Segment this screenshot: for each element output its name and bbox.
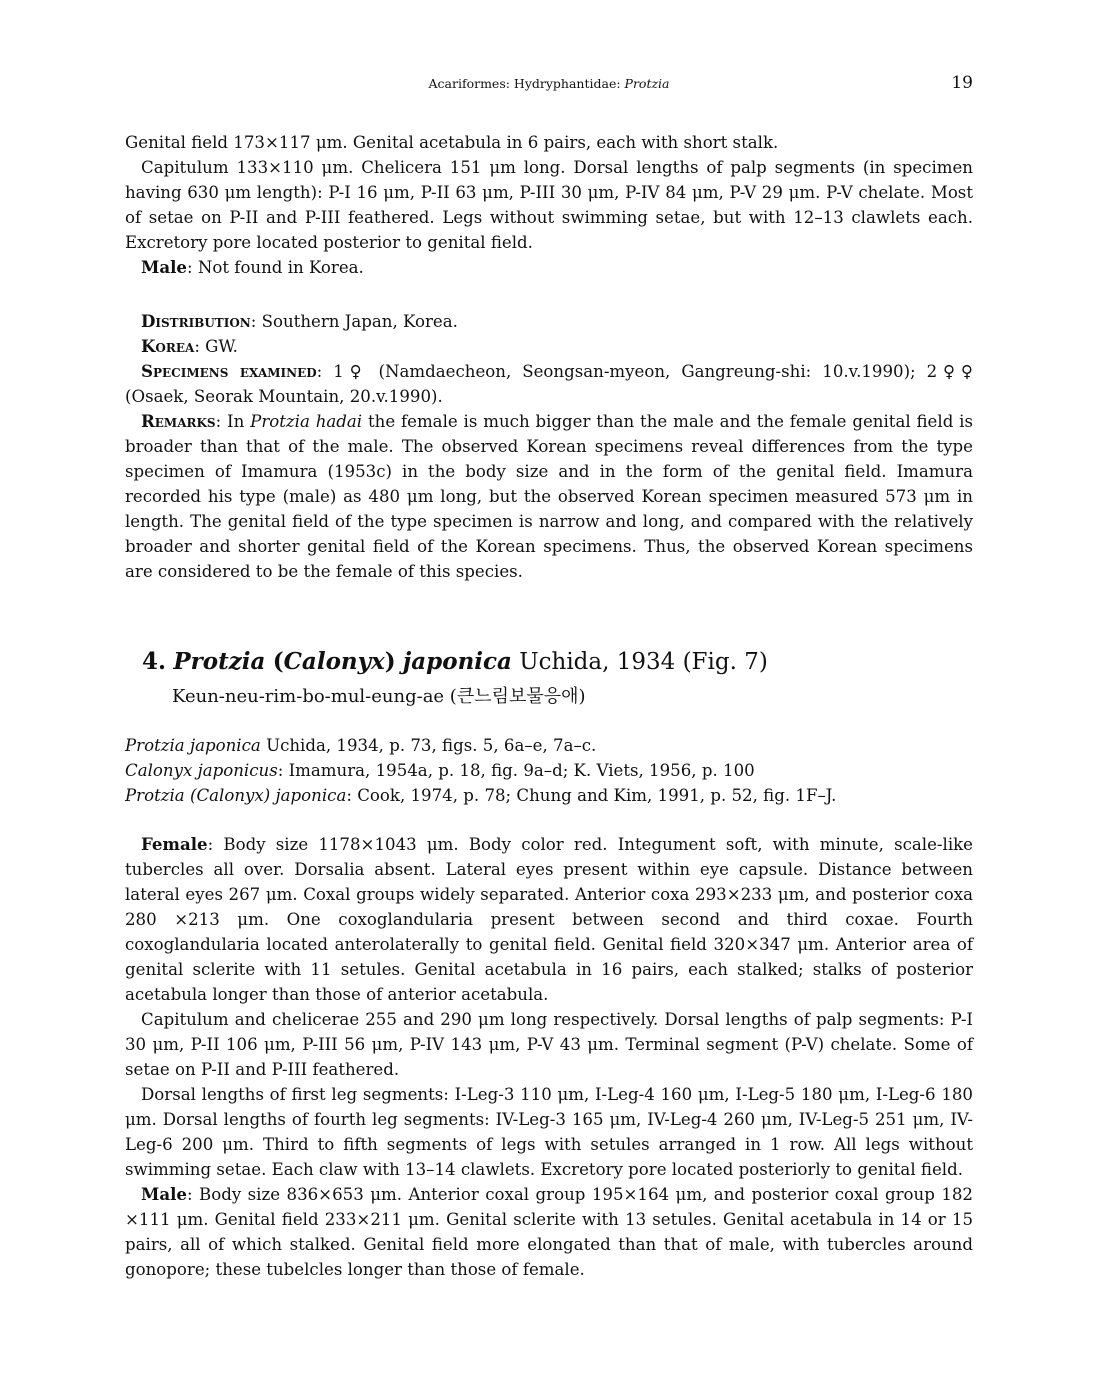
- species-heading: 4. Protzia (Calonyx) japonica Uchida, 1934 (Fig. 7): [142, 648, 768, 675]
- specimens-paragraph: [125, 359, 973, 409]
- synonymy-entry: [125, 783, 836, 808]
- female-description-continued: [125, 130, 973, 280]
- legs-paragraph: Dorsal lengths of first leg segments: I-Leg-3 110 μm, I-Leg-4 160 μm, I-Leg-5 180 μm, I-Leg-6 180 μm. Dorsal lengths of fourth leg segments: IV-Leg-3 165 μm, IV-Leg-4 260 μm, IV-Leg-5 251 μm, IV-Leg-6 200 μm. Third to fifth segments of legs with setules arranged in 1 row. All legs without swimming setae. Each claw with 13–14 clawlets. Excretory pore located posteriorly to genital field.: [125, 1085, 973, 1179]
- capitulum-paragraph: Capitulum and chelicerae 255 and 290 μm long respectively. Dorsal lengths of palp segments: P-I 30 μm, P-II 106 μm, P-III 56 μm, P-IV 143 μm, P-V 43 μm. Terminal segment (P-V) chelate. Some of setae on P-II and P-III feathered.: [125, 1010, 973, 1079]
- korea-paragraph: [125, 334, 973, 359]
- running-title-genus: Protzia: [624, 76, 670, 91]
- species-description: [125, 832, 973, 1282]
- genital-field-paragraph: Genital field 173×117 μm. Genital acetabula in 6 pairs, each with short stalk.: [125, 133, 779, 152]
- male-label: Male: [141, 257, 187, 277]
- distribution-section: [125, 309, 973, 584]
- synonym-citation: : Imamura, 1954a, p. 18, fig. 9a–d; K. Viets, 1956, p. 100: [277, 761, 755, 780]
- remarks-species: Protzia hadai: [250, 412, 363, 431]
- specimens-text: : 1♀ (Namdaecheon, Seongsan-myeon, Gangreung-shi: 10.v.1990); 2♀♀ (Osaek, Seorak Mountain, 20.v.1990).: [125, 362, 973, 406]
- species-epithet: japonica: [402, 648, 512, 675]
- synonymy-entry: [125, 733, 836, 758]
- capitulum-paragraph: Capitulum 133×110 μm. Chelicera 151 μm long. Dorsal lengths of palp segments (in specimen having 630 μm length): P-I 16 μm, P-II 63 μm, P-III 30 μm, P-IV 84 μm, P-V 29 μm. P-V chelate. Most of setae on P-II and P-III feathered. Legs without swimming setae, but with 12–13 clawlets each. Excretory pore located posterior to genital field.: [125, 158, 973, 252]
- synonym-citation: Uchida, 1934, p. 73, figs. 5, 6a–e, 7a–c.: [260, 736, 597, 755]
- species-subgenus: Calonyx: [283, 648, 385, 675]
- female-text: : Body size 1178×1043 μm. Body color red. Integument soft, with minute, scale-like tubercles all over. Dorsalia absent. Lateral eyes present within eye capsule. Distance between lateral eyes 267 μm. Coxal groups widely separated. Anterior coxa 293×233 μm, and posterior coxa 280 ×213 μm. One coxoglandularia present between second and third coxae. Fourth coxoglandularia located anterolaterally to genital field. Genital field 320×347 μm. Anterior area of genital sclerite with 11 setules. Genital acetabula in 16 pairs, each stalked; stalks of posterior acetabula longer than those of anterior acetabula.: [125, 835, 973, 1004]
- specimens-label: Specimens examined: [141, 361, 317, 381]
- page-number: 19: [951, 73, 973, 93]
- remarks-paragraph: [125, 409, 973, 584]
- male-description-text: : Body size 836×653 μm. Anterior coxal group 195×164 μm, and posterior coxal group 182 ×111 μm. Genital field 233×211 μm. Genital sclerite with 13 setules. Genital acetabula in 14 or 15 pairs, all of which stalked. Genital field more elongated than that of male, with tubercles around gonopore; these tubelcles longer than those of female.: [125, 1185, 973, 1279]
- synonymy-entry: [125, 758, 836, 783]
- remarks-text-pre: : In: [215, 412, 251, 431]
- running-title-text: Acariformes: Hydryphantidae:: [428, 76, 625, 91]
- synonym-name: Protzia japonica: [125, 736, 261, 755]
- species-genus: Protzia: [173, 648, 266, 675]
- remarks-text: the female is much bigger than the male and the female genital field is broader than that of the male. The observed Korean specimens reveal differences from the type specimen of Imamura (1953c) in the body size and in the form of the genital field. Imamura recorded his type (male) as 480 μm long, but the observed Korean specimen measured 573 μm in length. The genital field of the type specimen is narrow and long, and compared with the relatively broader and shorter genital field of the Korean specimens. Thus, the observed Korean specimens are considered to be the female of this species.: [125, 412, 973, 581]
- synonym-name: Protzia (Calonyx) japonica: [125, 786, 347, 805]
- male-description-label: Male: [141, 1184, 187, 1204]
- korea-text: : GW.: [194, 337, 238, 356]
- female-paragraph: [125, 832, 973, 1007]
- species-authority: Uchida, 1934 (Fig. 7): [519, 649, 768, 675]
- korea-label: Korea: [141, 336, 195, 356]
- synonymy-list: [125, 733, 836, 808]
- running-title: [125, 76, 973, 91]
- male-text: : Not found in Korea.: [186, 258, 364, 277]
- distribution-label: Distribution: [141, 311, 251, 331]
- common-name: Keun-neu-rim-bo-mul-eung-ae (큰느림보물응애): [172, 686, 586, 707]
- male-description-paragraph: [125, 1182, 973, 1282]
- remarks-label: Remarks: [141, 411, 216, 431]
- distribution-text: : Southern Japan, Korea.: [250, 312, 458, 331]
- female-label: Female: [141, 834, 208, 854]
- synonym-name: Calonyx japonicus: [125, 761, 278, 780]
- species-number: 4.: [142, 648, 167, 675]
- male-paragraph: [125, 255, 973, 280]
- synonym-citation: : Cook, 1974, p. 78; Chung and Kim, 1991, p. 52, fig. 1F–J.: [346, 786, 837, 805]
- distribution-paragraph: [125, 309, 973, 334]
